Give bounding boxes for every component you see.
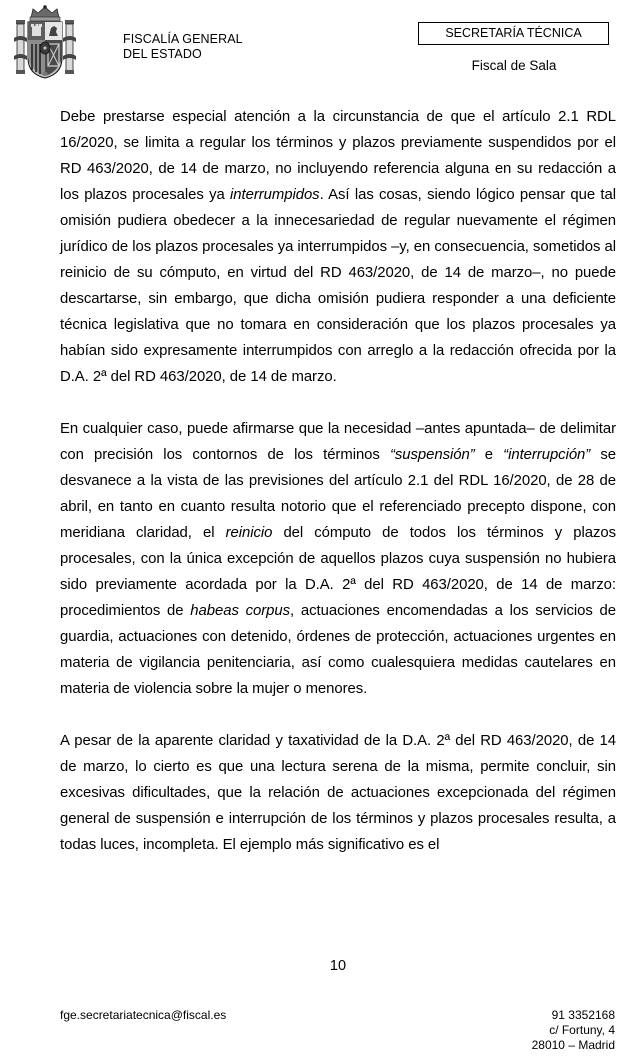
paragraph-1 [60,104,616,390]
coat-of-arms-logo [14,4,76,82]
organization-line-2: DEL ESTADO [123,47,202,61]
organization-line-1: FISCALÍA GENERAL [123,32,243,46]
paragraph-2 [60,416,616,702]
footer-contact [532,1008,615,1053]
text-run: En cualquier caso, puede afirmarse que la necesidad –antes apuntada– de delimitar con precisión los contornos de los términos [60,421,616,463]
footer-email: fge.secretariatecnica@fiscal.es [60,1008,227,1022]
italic-text: reinicio [225,525,273,541]
footer-phone: 91 3352168 [551,1008,615,1022]
text-run: . Así las cosas, siendo lógico pensar que tal omisión pudiera obedecer a la innecesariedad de regular nuevamente el régimen jurídico de los plazos procesales ya interrumpidos –y, en consecuencia, sometidos al reinicio de su cómputo, en virtud del RD 463/2020, de 14 de marzo–, no puede descartarse, sin embargo, que dicha omisión pudiera responder a una deficiente técnica legislativa que no tomara en consideración que los plazos procesales ya habían sido expresamente interrumpidos con arreglo a la redacción ofrecida por la D.A. 2ª del RD 463/2020, de 14 de marzo. [60,187,616,385]
text-run: A pesar de la aparente claridad y taxatividad de la D.A. 2ª del RD 463/2020, de 14 de marzo, lo cierto es que una lectura serena de la misma, permite concluir, sin excesivas dificultades, que la relación de actuaciones excepcionada del régimen general de suspensión e interrupción de los términos y plazos procesales resulta, a todas luces, incompleta. El ejemplo más significativo es el [60,733,616,853]
footer-address: c/ Fortuny, 4 [549,1023,615,1037]
page-number: 10 [329,958,347,974]
text-run: e [474,447,504,463]
italic-text: “interrupción” [503,447,591,463]
text-run: se desvanece a la vista de las previsiones del artículo 2.1 del RDL 16/2020, de 28 de abril, en tanto en cuanto resulta notorio que el referenciado precepto dispone, con meridiana claridad, el [60,447,616,541]
text-run: del cómputo de todos los términos y plazos procesales, con la única excepción de aquellos plazos cuya suspensión no hubiera sido previamente acordada por la D.A. 2ª del RD 463/2020, de 14 de marzo: procedimientos de [60,525,616,619]
text-run: , actuaciones encomendadas a los servicios de guardia, actuaciones con detenido, órdenes de protección, actuaciones urgentes en materia de vigilancia penitenciaria, así como cualesquiera medidas cautelares en materia de violencia sobre la mujer o menores. [60,603,616,697]
text-run: Debe prestarse especial atención a la circunstancia de que el artículo 2.1 RDL 16/2020, se limita a regular los términos y plazos previamente suspendidos por el RD 463/2020, de 14 de marzo, no incluyendo referencia alguna en su redacción a los plazos procesales ya [60,109,616,203]
italic-text: interrumpidos [230,187,320,203]
paragraph-3 [60,728,616,858]
footer-city: 28010 – Madrid [531,1038,615,1052]
italic-text: “suspensión” [389,447,475,463]
department-box: SECRETARÍA TÉCNICA [418,22,609,45]
organization-name [123,32,243,62]
role-title: Fiscal de Sala [471,58,557,73]
italic-text: habeas corpus [190,603,291,619]
document-body [60,104,616,884]
